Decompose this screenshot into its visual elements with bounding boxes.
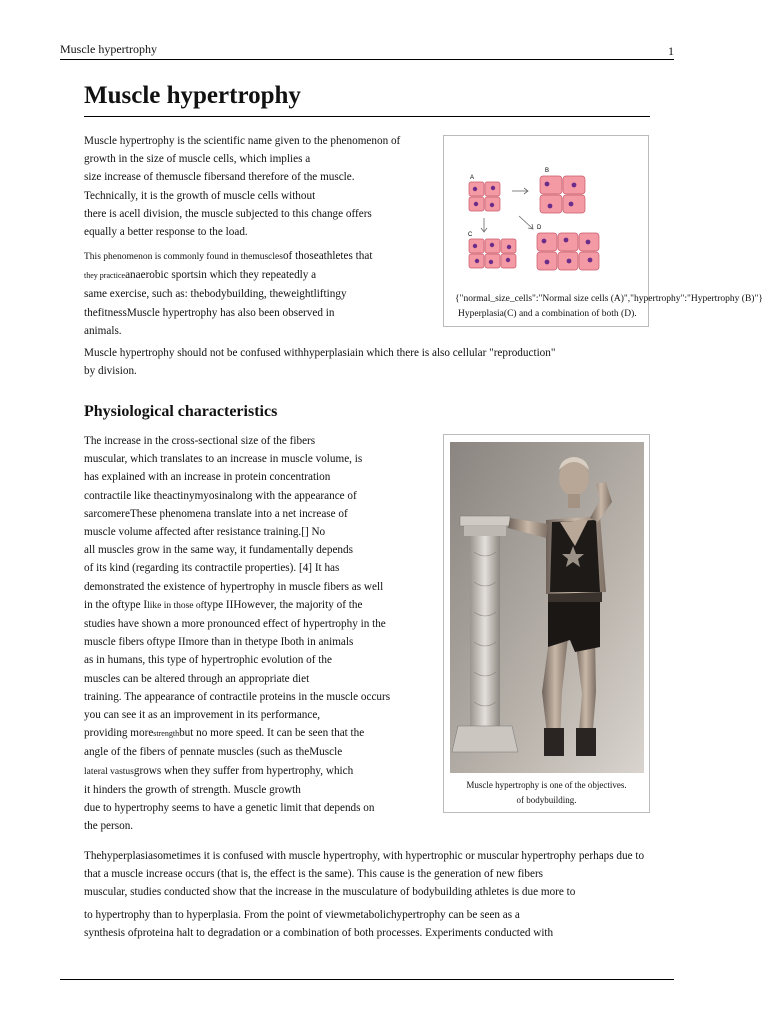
text-fragment: strength xyxy=(153,729,180,739)
cell xyxy=(537,233,557,251)
text-line: The increase in the cross-sectional size of the fibers xyxy=(84,435,316,447)
cell-nucleus xyxy=(564,238,569,243)
text-fragment: athletes that xyxy=(318,250,373,262)
text-line: all muscles grow in the same way, it fundamentally depends xyxy=(84,544,353,557)
text-line: synthesis ofproteina halt to degradation or a combination of both processes. Experiments conducted with xyxy=(84,927,554,940)
page-number: 1 xyxy=(668,44,674,58)
article-title: Muscle hypertrophy xyxy=(84,82,650,117)
text-line xyxy=(84,247,426,266)
text-line: equally a better response to the load. xyxy=(84,226,248,239)
cell-nucleus xyxy=(473,187,477,191)
running-header xyxy=(60,42,674,60)
cell-nucleus xyxy=(572,183,577,188)
text-line: Technically, it is the growth of muscle cells without xyxy=(84,189,316,202)
cell-nucleus xyxy=(569,202,574,207)
text-line: studies have shown a more pronounced effect of hypertrophy in the xyxy=(84,618,386,631)
paragraph-hyperplasia xyxy=(84,847,684,902)
text-fragment: of those xyxy=(282,250,319,262)
text-line: demonstrated the existence of hypertrophy in muscle fibers as well xyxy=(84,580,384,593)
text-line xyxy=(84,724,436,743)
cell-nucleus xyxy=(586,240,591,245)
text-fragment: lateral vastus xyxy=(84,766,134,777)
cell-nucleus xyxy=(474,202,478,206)
cell-nucleus xyxy=(567,259,572,264)
text-fragment: they practice xyxy=(84,271,126,281)
text-line: has explained with an increase in protein concentration xyxy=(84,471,331,484)
text-line: the person. xyxy=(84,820,134,833)
text-fragment: in the oftype I xyxy=(84,598,148,611)
cell-nucleus xyxy=(490,203,494,207)
bodybuilder-photo xyxy=(450,442,644,773)
text-line: it hinders the growth of strength. Muscle growth xyxy=(84,783,301,796)
text-line: angle of the fibers of pennate muscles (such as theMuscle xyxy=(84,746,343,759)
text-fragment: anaerobic sports xyxy=(125,269,199,282)
text-fragment: This phenomenon is commonly found in the xyxy=(84,252,253,262)
paragraph-physiology xyxy=(84,432,436,835)
label-a: A xyxy=(470,175,475,181)
footer-rule xyxy=(60,979,674,980)
text-line: there is acell division, the muscle subjected to this change offers xyxy=(84,207,372,220)
text-line: training. The appearance of contractile proteins in the muscle occurs xyxy=(84,690,391,703)
text-line: muscle fibers oftype IImore than in thetype Iboth in animals xyxy=(84,636,354,649)
text-line: Thehyperplasiasometimes it is confused with muscle hypertrophy, with hypertrophic or muscular hypertrophy perhaps due to xyxy=(84,850,645,862)
text-fragment: muscles xyxy=(252,252,283,262)
running-title: Muscle hypertrophy xyxy=(60,42,157,56)
cell-nucleus xyxy=(473,244,477,248)
text-line: muscle volume affected after resistance training.[] No xyxy=(84,526,326,539)
text-line xyxy=(84,596,436,615)
caption-line: Muscle hypertrophy is one of the objectives. xyxy=(466,780,627,790)
caption-line: {"normal_size_cells":"Normal size cells (A)","hypertrophy":"Hypertrophy (B)"} xyxy=(455,294,763,304)
text-line: of its kind (regarding its contractile properties). [4] It has xyxy=(84,562,340,575)
label-c: C xyxy=(468,232,473,238)
cell-group-a xyxy=(469,182,500,211)
text-line: same exercise, such as: thebodybuilding, theweightliftingy xyxy=(84,288,347,301)
cell xyxy=(558,233,578,251)
text-line: as in humans, this type of hypertrophic evolution of the xyxy=(84,654,332,667)
text-line: by division. xyxy=(84,365,137,378)
text-line: Muscle hypertrophy should not be confused withhyperplasiain which there is also cellular "reproduction" xyxy=(84,347,556,359)
cell xyxy=(563,195,585,213)
cell-nucleus xyxy=(491,186,495,190)
cell-group-c xyxy=(469,239,516,268)
arrow-diagonal xyxy=(519,216,533,229)
cell-nucleus xyxy=(542,239,547,244)
cell-nucleus xyxy=(490,243,494,247)
text-fragment: like in those of xyxy=(147,600,204,611)
figure1-caption xyxy=(455,292,768,322)
text-line: Muscle hypertrophy is the scientific name given to the phenomenon of xyxy=(84,135,401,147)
text-line: size increase of themuscle fibersand therefore of the muscle. xyxy=(84,171,355,184)
paragraph-athletes xyxy=(84,247,426,340)
text-line: due to hypertrophy seems to have a genetic limit that depends on xyxy=(84,802,375,815)
cell-nucleus xyxy=(506,258,510,262)
text-line: growth in the size of muscle cells, which implies a xyxy=(84,153,311,166)
text-line xyxy=(84,762,436,781)
text-line: muscles can be altered through an appropriate diet xyxy=(84,672,310,685)
paragraph-hyperplasia-note xyxy=(84,344,624,380)
text-fragment: providing more xyxy=(84,727,154,740)
text-line: to hypertrophy than to hyperplasia. From the point of viewmetabolichypertrophy can be seen as a xyxy=(84,909,520,921)
text-line: sarcomereThese phenomena translate into a net increase of xyxy=(84,507,348,520)
figure-bodybuilder-photo xyxy=(443,434,650,813)
text-fragment: in which they repeatedly a xyxy=(198,269,317,282)
text-fragment: but no more speed. It can be seen that the xyxy=(179,727,365,740)
cell-group-d xyxy=(537,233,599,270)
intro-paragraph xyxy=(84,132,426,241)
cell-nucleus xyxy=(548,204,553,209)
cell xyxy=(540,176,562,194)
cell-nucleus xyxy=(588,258,593,263)
caption-line: Hyperplasia(C) and a combination of both (D). xyxy=(458,309,637,319)
paragraph-metabolic xyxy=(84,906,684,942)
cell-nucleus xyxy=(545,260,550,265)
caption-line: of bodybuilding. xyxy=(516,795,577,805)
text-line: that a muscle increase occurs (that is, the effect is the same). This cause is the generation of new fibers xyxy=(84,868,544,881)
label-d: D xyxy=(537,225,542,231)
label-b: B xyxy=(545,168,550,174)
text-line: muscular, which translates to an increase in muscle volume, is xyxy=(84,453,363,466)
text-line: animals. xyxy=(84,324,122,337)
text-line: contractile like theactinymyosinalong with the appearance of xyxy=(84,489,357,502)
section-heading: Physiological characteristics xyxy=(84,403,278,420)
text-line: thefitnessMuscle hypertrophy has also been observed in xyxy=(84,306,335,319)
text-fragment: grows when they suffer from hypertrophy, which xyxy=(133,764,354,777)
text-line: you can see it as an improvement in its performance, xyxy=(84,709,321,722)
cell-nucleus xyxy=(507,245,511,249)
figure2-caption xyxy=(443,778,650,808)
cell-nucleus xyxy=(489,260,493,264)
cell-nucleus xyxy=(545,182,550,187)
text-line: muscular, studies conducted show that the increase in the musculature of bodybuilding athletes is due more to xyxy=(84,886,576,899)
text-line xyxy=(84,266,426,285)
cell-group-b xyxy=(540,176,585,213)
text-fragment: type IIHowever, the majority of the xyxy=(203,598,363,611)
cell-nucleus xyxy=(475,259,479,263)
